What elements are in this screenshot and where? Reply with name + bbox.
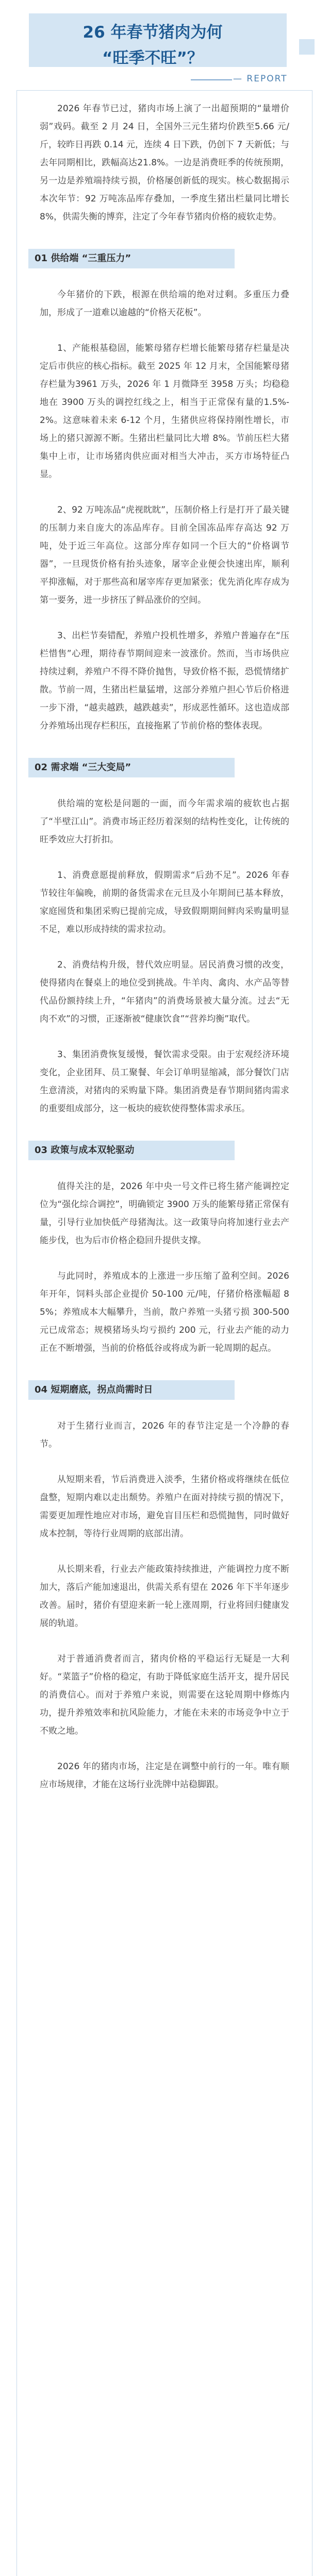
body-paragraph: 供给端的宽松是问题的一面，而今年需求端的疲软也占据了“半壁江山”。消费市场正经历着深刻的结构性变化，让传统的旺季效应大打折扣。 xyxy=(40,799,289,845)
body-paragraph: 2、92 万吨冻品“虎视眈眈”，压制价格上行是打开了最关键的压制力来自庞大的冻品库存。目前全国冻品库存高达 92 万吨，处于近三年高位。这部分库存如同一个巨大的“价格调节器”，一旦现货价格有抬头迹象，屠宰企业便会快速出库，顺利平抑涨幅，对于那些高和屠宰库存更加紧张；优先消化库存成为第一要务，进一步挤压了鲜品涨价的空间。 xyxy=(40,505,289,605)
section-heading-supply xyxy=(28,244,289,273)
body-paragraph: 与此同时，养殖成本的上涨进一步压缩了盈利空间。2026 年开年，饲料头部企业提价 50-100 元/吨，仔猪价格涨幅超 85%；养殖成本大幅攀升，当前，散户养殖一头猪亏损 300-500 元已成常态；规模猪场头均亏损约 200 元，行业去产能的动力正在不断增强，当前的价格低谷或将成为新一轮周期的起点。 xyxy=(40,1271,289,1353)
body-paragraph: 对于生猪行业而言，2026 年的春节注定是一个冷静的春节。 xyxy=(40,1421,289,1449)
body-paragraph: 3、出栏节奏错配，养殖户投机性增多，养殖户普遍存在“压栏惜售”心理，期待春节期间迎来一波涨价。然而，当市场供应持续过剩，养殖户不得不降价抛售，导致价格不振，恐慌情绪扩散。节前一周，生猪出栏量猛增，这部分养殖户担心节后价格进一步下滑，“越卖越跌，越跌越卖”，形成恶性循环。这也造成部分养殖场出现存栏积压，直接拖累了节前价格的整体表现。 xyxy=(40,631,289,731)
report-divider xyxy=(191,79,232,80)
article-title: 26 年春节猪肉为何 “旺季不旺”？ xyxy=(82,23,223,67)
section-heading-label: 02 需求端 “三大变局” xyxy=(35,762,131,773)
article-header xyxy=(0,0,330,90)
body-paragraph: 值得关注的是，2026 年中央一号文件已将生猪产能调控定位为“强化综合调控”，明确锁定 3900 万头的能繁母猪正常保有量，引导行业加快低产母猪淘汰。这一政策导向将加速行业去产能步伐，也为后市价格企稳回升提供支撑。 xyxy=(40,1181,289,1246)
section-heading-outlook xyxy=(28,1375,289,1404)
body-paragraph: 从短期来看，节后消费进入淡季，生猪价格或将继续在低位盘整，短期内难以走出颓势。养殖户在面对持续亏损的情况下，需要更加理性地应对市场，避免盲目压栏和恐慌抛售，同时做好成本控制，等待行业周期的底部出清。 xyxy=(40,1475,289,1539)
title-accent-block xyxy=(299,39,315,55)
body-paragraph: 2026 年的猪肉市场，注定是在调整中前行的一年。唯有顺应市场规律，才能在这场行业洗牌中站稳脚跟。 xyxy=(40,1761,289,1790)
body-paragraph: 对于普通消费者而言，猪肉价格的平稳运行无疑是一大利好。“菜篮子”价格的稳定，有助于降低家庭生活开支，提升居民的消费信心。而对于养殖户来说，则需要在这轮周期中修炼内功，提升养殖效率和抗风险能力，才能在未来的市场竞争中立于不败之地。 xyxy=(40,1654,289,1736)
body-paragraph: 今年猪价的下跌，根源在供给端的绝对过剩。多重压力叠加，形成了一道难以逾越的“价格天花板”。 xyxy=(40,290,289,318)
section-heading-policy xyxy=(28,1136,289,1164)
report-text: REPORT xyxy=(246,74,288,84)
intro-paragraph: 2026 年春节已过，猪肉市场上演了一出超预期的“量增价弱”戏码。截至 2 月 24 日，全国外三元生猪均价跌至5.66 元/斤，较昨日再跌 0.14 元，连续 4 日下跌，仍创下 7 天新低；与去年同期相比，跌幅高达21.8%。一边是消费旺季的传统预期，另一边是养殖端持续亏损，价格屡创新低的现实。核心数据揭示本次年节：92 万吨冻品库存叠加，一季度生猪出栏量同比增长 8%，供需失衡的博弈，注定了今年春节猪肉价格的疲软走势。 xyxy=(40,104,289,222)
body-paragraph: 3、集团消费恢复缓慢，餐饮需求受限。由于宏观经济环境变化，企业团拜、员工聚餐、年会订单明显缩减，部分餐饮门店生意清淡，对猪肉的采购量下降。集团消费是春节期间猪肉需求的重要组成部分，这一板块的疲软使得整体需求承压。 xyxy=(40,1049,289,1114)
section-heading-label: 01 供给端 “三重压力” xyxy=(35,253,131,264)
report-label xyxy=(233,74,288,84)
body-paragraph: 2、消费结构升级，替代效应明显。居民消费习惯的改变，使得猪肉在餐桌上的地位受到挑战。牛羊肉、禽肉、水产品等替代品份额持续上升，“年猪肉”的消费场景被大量分流。过去“无肉不欢”的习惯，正逐渐被“健康饮食”“营养均衡”取代。 xyxy=(40,960,289,1024)
section-heading-demand xyxy=(28,753,289,782)
body-paragraph: 1、消费意愿提前释放，假期需求“后劲不足”。2026 年春节较往年偏晚，前期的备货需求在元旦及小年期间已基本释放，家庭囤货和集团采购已提前完成，导致假期期间鲜肉采购量明显不足，难以形成持续的需求拉动。 xyxy=(40,870,289,935)
section-heading-label: 04 短期磨底，拐点尚需时日 xyxy=(35,1384,153,1395)
body-paragraph: 从长期来看，行业去产能政策持续推进，产能调控力度不断加大，落后产能加速退出，供需关系有望在 2026 年下半年逐步改善。届时，猪价有望迎来新一轮上涨周期，行业将回归健康发展的轨道。 xyxy=(40,1564,289,1629)
section-heading-label: 03 政策与成本双轮驱动 xyxy=(35,1145,135,1156)
report-prefix: — xyxy=(233,74,247,84)
article-body xyxy=(16,90,312,2576)
body-paragraph: 1、产能根基稳固，能繁母猪存栏增长能繁母猪存栏量是决定后市供应的核心指标。截至 2025 年 12 月末，全国能繁母猪存栏量为3961 万头，2026 年 1 月微降至 3958 万头；均稳稳地在 3900 万头的调控红线之上，相当于正常保有量的1.5%-2%。这意味着未来 6-12 个月，生猪供应将保持刚性增长，市场上的猪只源源不断。生猪出栏量同比大增 8%。节前压栏大猪集中上市，让市场猪肉供应面对相当大冲击，买方市场特征凸显。 xyxy=(40,343,289,480)
